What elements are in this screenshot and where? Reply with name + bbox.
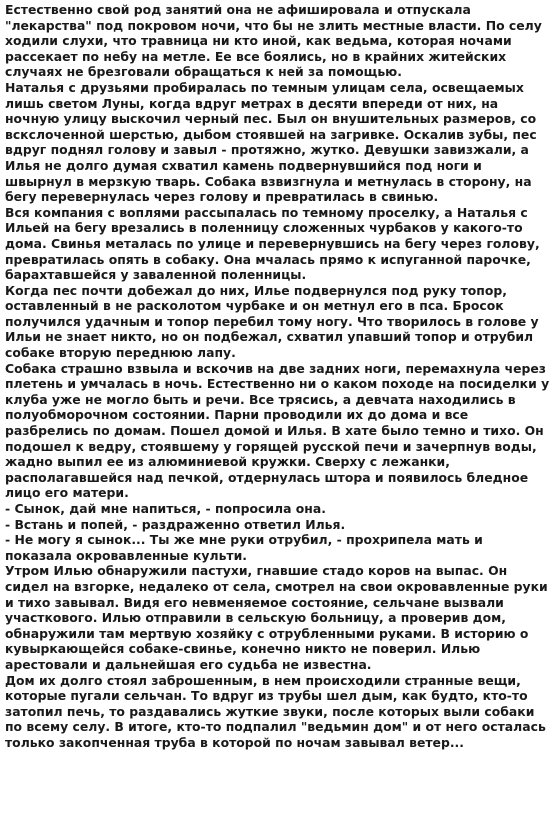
- paragraph-1: Естественно свой род занятий она не афишировала и отпускала "лекарства" под покровом ночи, что бы не злить местные власти. По селу ходили слухи, что травница ни кто иной, как ведьма, которая ночами рассекает по небу на метле. Ее все боялись, но в крайних житейских случаях не брезговали обращаться к ней за помощью.: [5, 2, 542, 80]
- dialogue-line-3: - Не могу я сынок... Ты же мне руки отрубил, - прохрипела мать и показала окровавленные культи.: [5, 532, 483, 563]
- paragraph-7: Дом их долго стоял заброшенным, в нем происходили странные вещи, которые пугали сельчан. То вдруг из трубы шел дым, как будто, кто-то затопил печь, то раздавались жуткие звуки, после которых выли собаки по всему селу. В итоге, кто-то подпалил "ведьмин дом" и от него осталась только закопченная труба в которой по ночам завывал ветер...: [5, 672, 546, 750]
- dialogue-line-2: - Встань и попей, - раздраженно ответил Илья.: [5, 516, 346, 532]
- dialogue-line-1: - Сынок, дай мне напиться, - попросила она.: [5, 501, 326, 516]
- paragraph-2: Наталья с друзьями пробиралась по темным улицам села, освещаемых лишь светом Луны, когда вдруг метрах в десяти впереди от них, на ночную улицу выскочил черный пес. Был он внушительных размеров, со вскслоченной шерстью, дыбом стоявшей на загривке. Оскалив зубы, пес вдруг поднял голову и завыл - протяжно, жутко. Девушки завизжали, а Илья не долго думая схватил камень подвернувшийся под ноги и швырнул в мерзкую тварь. Собака взвизгнула и метнулась в сторону, на бегу перевернулась через голову и превратилась в свинью.: [5, 79, 537, 205]
- paragraph-6: Утром Илью обнаружили пастухи, гнавшие стадо коров на выпас. Он сидел на взгорке, недалеко от села, смотрел на свои окровавленные руки и тихо завывал. Видя его невменяемое состояние, сельчане вызвали участкового. Илью отправили в сельскую больницу, а проверив дом, обнаружили там мертвую хозяйку с отрубленными руками. В историю о кувыркающейся собаке-свинье, конечно никто не поверил. Илью арестовали и дальнейшая его судьба не известна.: [5, 563, 548, 672]
- paragraph-4: Когда пес почти добежал до них, Илье подвернулся под руку топор, оставленный в не расколотом чурбаке и он метнул его в пса. Бросок получился удачным и топор перебил тому ногу. Что творилось в голове у Ильи не знает никто, но он подбежал, схватил упавший топор и отрубил собаке вторую переднюю лапу.: [5, 282, 539, 361]
- paragraph-5: Собака страшно взвыла и вскочив на две задних ноги, перемахнула через плетень и умчалась в ночь. Естественно ни о каком походе на посиделки у клуба уже не могло быть и речи. Все трясись, а девчата находились в полуобморочном состоянии. Парни проводили их до дома и все разбрелись по домам. Пошел домой и Илья. В хате было темно и тихо. Он подошел к ведру, стоявшему у горящей русской печи и зачерпнув воды, жадно выпил ее из алюминиевой кружки. Сверху с лежанки, располагавшейся над печкой, отдернулась штора и появилось бледное лицо его матери.: [5, 360, 550, 501]
- paragraph-3: Вся компания с воплями рассыпалась по темному проселку, а Наталья с Ильей на бегу врезались в поленницу сложенных чурбаков у какого-то дома. Свинья металась по улице и перевернувшись на бегу через голову, превратилась опять в собаку. Она мчалась прямо к испуганной парочке, барахтавшейся у заваленной поленницы.: [5, 204, 540, 283]
